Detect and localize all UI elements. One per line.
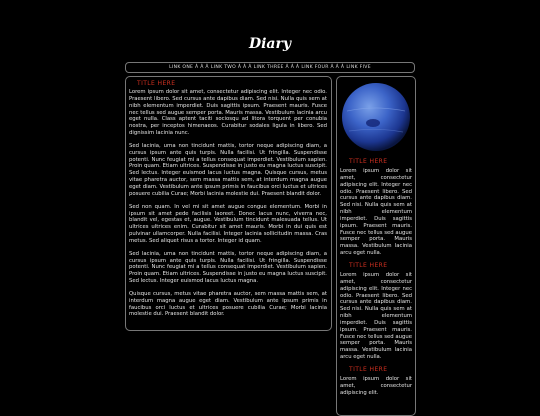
sidebar-text: Lorem ipsum dolor sit amet, consectetur adipiscing elit. xyxy=(340,375,412,396)
sidebar-text: Lorem ipsum dolor sit amet, consectetur adipiscing elit. Integer nec odio. Praesent libero. Sed cursus ante dapibus diam. Sed nisi. Nulla quis sem at nibh elementum imperdiet. Duis sagittis ipsum. Praesent mauris. Fusce nec tellus sed augue semper porta. Mauris massa. Vestibulum lacinia arcu eget nulla. xyxy=(340,168,412,257)
sidebar-heading: TITLE HERE xyxy=(349,365,388,373)
nav-link-two[interactable]: LINK TWO Â Â Â xyxy=(210,65,252,70)
main-paragraph: Sed non quam. In vel mi sit amet augue congue elementum. Morbi in ipsum sit amet pede facilisis laoreet. Donec lacus nunc, viverra nec, blandit vel, egestas et, augue. Vestibulum tincidunt malesuada tellus. Ut ultrices ultrices enim. Curabitur sit amet mauris. Morbi in dui quis est pulvinar ullamcorper. Nulla facilisi. Integer lacinia sollicitudin massa. Cras metus. Sed aliquet risus a tortor. Integer id quam. xyxy=(129,203,327,244)
planet-image xyxy=(341,81,411,153)
main-heading: TITLE HERE xyxy=(137,80,176,87)
sidebar-text: Lorem ipsum dolor sit amet, consectetur adipiscing elit. Integer nec odio. Praesent libero. Sed cursus ante dapibus diam. Sed nisi. Nulla quis sem at nibh elementum imperdiet. Duis sagittis ipsum. Praesent mauris. Fusce nec tellus sed augue semper porta. Mauris massa. Vestibulum lacinia arcu eget nulla. xyxy=(340,271,412,361)
main-paragraph: Sed lacinia, urna non tincidunt mattis, tortor neque adipiscing diam, a cursus ipsum ante quis turpis. Nulla facilisi. Ut fringilla. Suspendisse potenti. Nunc feugiat mi a tellus consequat imperdiet. Vestibulum sapien. Proin quam. Etiam ultrices. Suspendisse in justo eu magna luctus suscipit. Sed lectus. Integer euismod lacus luctus magna. Quisque cursus, metus vitae pharetra auctor, sem massa mattis sem, at interdum magna augue eget diam. Vestibulum ante ipsum primis in faucibus orci luctus et ultrices posuere cubilia Curae; Morbi lacinia molestie dui. Praesent blandit dolor. xyxy=(129,142,327,197)
main-content-panel xyxy=(125,76,332,331)
nav-link-four[interactable]: LINK FOUR Â Â Â xyxy=(301,65,345,70)
main-paragraph: Quisque cursus, metus vitae pharetra auctor, sem massa mattis sem, at interdum magna augue eget diam. Vestibulum ante ipsum primis in faucibus orci luctus et ultrices posuere cubilia Curae; Morbi lacinia molestie dui. Praesent blandit dolor. xyxy=(129,290,327,318)
sidebar-heading: TITLE HERE xyxy=(349,158,388,165)
main-paragraph: Sed lacinia, urna non tincidunt mattis, tortor neque adipiscing diam, a cursus ipsum ante quis turpis. Nulla facilisi. Ut fringilla. Suspendisse potenti. Nunc feugiat mi a tellus consequat imperdiet. Vestibulum sapien. Proin quam. Etiam ultrices. Suspendisse in justo eu magna luctus suscipit. Sed lectus. Integer euismod lacus luctus magna. xyxy=(129,250,327,285)
nav-bar xyxy=(125,62,415,73)
sidebar-heading: TITLE HERE xyxy=(349,261,388,269)
site-title: Diary xyxy=(248,36,292,52)
nav-link-five[interactable]: LINK FIVE xyxy=(346,65,371,70)
nav-link-three[interactable]: LINK THREE Â Â Â xyxy=(253,65,300,70)
main-paragraph: Lorem ipsum dolor sit amet, consectetur adipiscing elit. Integer nec odio. Praesent libero. Sed cursus ante dapibus diam. Sed nisi. Nulla quis sem at nibh elementum imperdiet. Duis sagittis ipsum. Praesent mauris. Fusce nec tellus sed augue semper porta. Mauris massa. Vestibulum lacinia arcu eget nulla. Class aptent taciti sociosqu ad litora torquent per conubia nostra, per inceptos himenaeos. Curabitur sodales ligula in libero. Sed dignissim lacinia nunc. xyxy=(129,89,327,137)
sidebar-panel xyxy=(336,76,416,416)
nav-link-one[interactable]: LINK ONE Â Â Â xyxy=(169,65,209,70)
